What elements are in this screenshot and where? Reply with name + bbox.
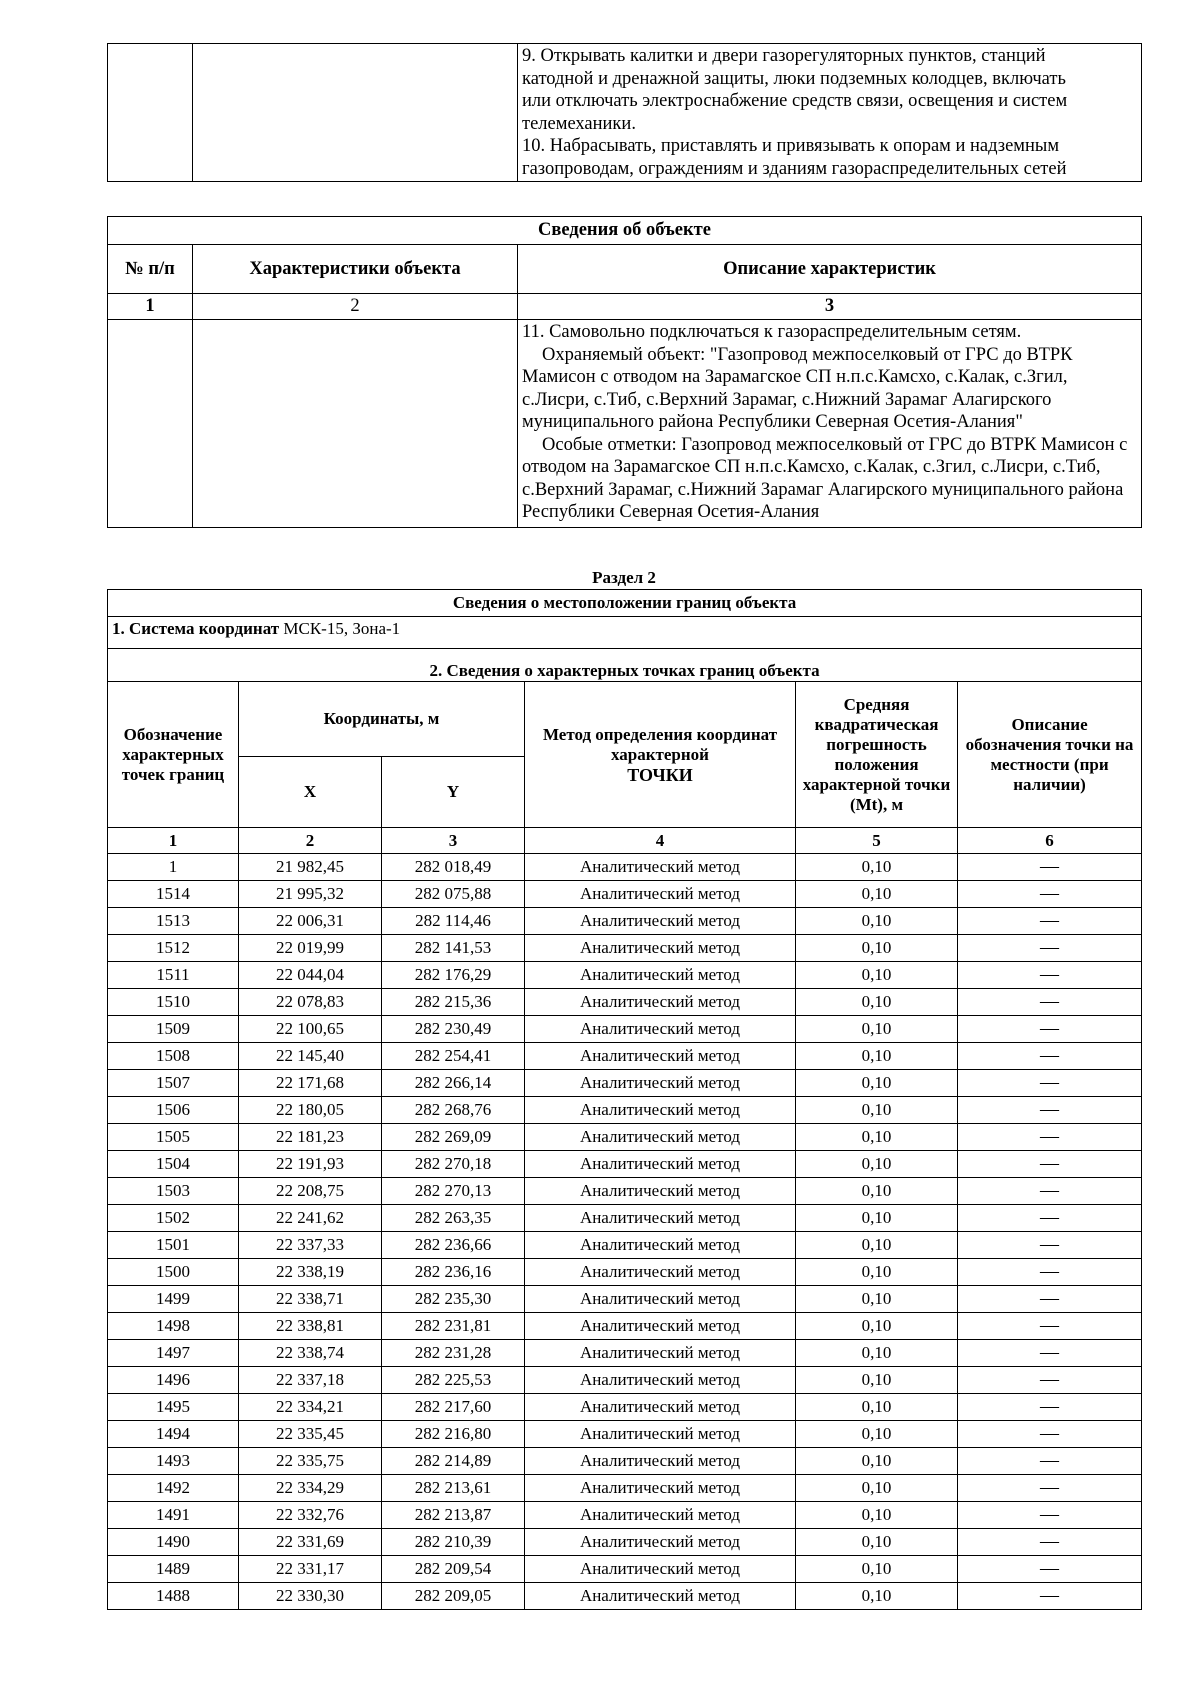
point-error: 0,10 (796, 1421, 958, 1448)
point-error: 0,10 (796, 1502, 958, 1529)
point-y: 282 213,87 (382, 1502, 525, 1529)
point-y: 282 213,61 (382, 1475, 525, 1502)
point-error: 0,10 (796, 989, 958, 1016)
point-id: 1508 (108, 1043, 239, 1070)
table-row (108, 1124, 1142, 1151)
coord-system-row (108, 617, 1142, 649)
point-method: Аналитический метод (525, 1556, 796, 1583)
point-x: 22 335,75 (239, 1448, 382, 1475)
point-id: 1513 (108, 908, 239, 935)
colnum-5: 5 (796, 828, 958, 854)
point-description: — (958, 1286, 1142, 1313)
point-y: 282 231,28 (382, 1340, 525, 1367)
point-id: 1492 (108, 1475, 239, 1502)
point-id: 1512 (108, 935, 239, 962)
object-info-table (107, 216, 1141, 528)
point-method: Аналитический метод (525, 1367, 796, 1394)
point-method: Аналитический метод (525, 1502, 796, 1529)
point-id: 1 (108, 854, 239, 881)
point-method: Аналитический метод (525, 1151, 796, 1178)
table-row (108, 1421, 1142, 1448)
point-error: 0,10 (796, 1448, 958, 1475)
point-y: 282 075,88 (382, 881, 525, 908)
point-description: — (958, 935, 1142, 962)
continuation-row (108, 44, 1142, 182)
point-x: 22 338,19 (239, 1259, 382, 1286)
table-row (108, 1529, 1142, 1556)
point-id: 1511 (108, 962, 239, 989)
point-y: 282 217,60 (382, 1394, 525, 1421)
continuation-text-cell (518, 44, 1142, 182)
point-id: 1503 (108, 1178, 239, 1205)
point-method: Аналитический метод (525, 1205, 796, 1232)
point-y: 282 210,39 (382, 1529, 525, 1556)
point-x: 22 331,69 (239, 1529, 382, 1556)
table-row (108, 935, 1142, 962)
point-x: 22 331,17 (239, 1556, 382, 1583)
point-method: Аналитический метод (525, 935, 796, 962)
point-description: — (958, 1313, 1142, 1340)
point-y: 282 268,76 (382, 1097, 525, 1124)
point-id: 1489 (108, 1556, 239, 1583)
point-id: 1501 (108, 1232, 239, 1259)
point-method: Аналитический метод (525, 1124, 796, 1151)
point-description: — (958, 908, 1142, 935)
point-y: 282 214,89 (382, 1448, 525, 1475)
point-description: — (958, 1475, 1142, 1502)
point-x: 22 100,65 (239, 1016, 382, 1043)
point-id: 1491 (108, 1502, 239, 1529)
table-row (108, 1151, 1142, 1178)
object-info-desc-cell (518, 320, 1142, 528)
point-description: — (958, 1178, 1142, 1205)
continuation-line: 9. Открывать калитки и двери газорегуляторных пунктов, станций (522, 46, 1046, 66)
point-id: 1502 (108, 1205, 239, 1232)
point-error: 0,10 (796, 908, 958, 935)
continuation-line: телемеханики. (522, 113, 636, 134)
point-y: 282 209,05 (382, 1583, 525, 1610)
header-method (525, 682, 796, 828)
point-description: — (958, 1583, 1142, 1610)
point-method: Аналитический метод (525, 1448, 796, 1475)
point-method: Аналитический метод (525, 1259, 796, 1286)
point-id: 1510 (108, 989, 239, 1016)
header-method-text: Метод определения координат характерной (542, 724, 778, 764)
point-y: 282 176,29 (382, 962, 525, 989)
table-row (108, 908, 1142, 935)
point-description: — (958, 1529, 1142, 1556)
table-row (108, 1178, 1142, 1205)
colnum-3: 3 (518, 294, 1142, 320)
header-description: Описание характеристик (518, 245, 1142, 294)
colnum-6: 6 (958, 828, 1142, 854)
object-info-colnum-row (108, 294, 1142, 320)
point-x: 22 078,83 (239, 989, 382, 1016)
colnum-2: 2 (193, 294, 518, 320)
point-y: 282 263,35 (382, 1205, 525, 1232)
point-y: 282 236,66 (382, 1232, 525, 1259)
object-info-title: Сведения об объекте (108, 217, 1142, 245)
point-description: — (958, 1070, 1142, 1097)
point-description: — (958, 1124, 1142, 1151)
point-error: 0,10 (796, 854, 958, 881)
point-x: 22 241,62 (239, 1205, 382, 1232)
point-y: 282 270,18 (382, 1151, 525, 1178)
point-id: 1500 (108, 1259, 239, 1286)
boundary-points-table (107, 589, 1141, 1610)
header-error: Средняя квадратическая погрешность положения характерной точки (Mt), м (796, 682, 958, 828)
point-id: 1499 (108, 1286, 239, 1313)
point-y: 282 209,54 (382, 1556, 525, 1583)
table-row (108, 1583, 1142, 1610)
point-y: 282 269,09 (382, 1124, 525, 1151)
point-error: 0,10 (796, 1394, 958, 1421)
point-x: 22 330,30 (239, 1583, 382, 1610)
colnum-1: 1 (108, 294, 193, 320)
continuation-line: газопроводам, ограждениям и зданиям газораспределительных сетей (522, 158, 1067, 179)
continuation-line: 10. Набрасывать, приставлять и привязывать к опорам и надземным (522, 136, 1060, 156)
point-error: 0,10 (796, 1097, 958, 1124)
header-characteristics: Характеристики объекта (193, 245, 518, 294)
header-description: Описание обозначения точки на местности (при наличии) (958, 682, 1142, 828)
continuation-char-cell (193, 44, 518, 182)
point-y: 282 231,81 (382, 1313, 525, 1340)
header-y: Y (382, 757, 525, 828)
point-id: 1498 (108, 1313, 239, 1340)
points-colnum-row (108, 828, 1142, 854)
point-y: 282 215,36 (382, 989, 525, 1016)
section-2-label: Раздел 2 (592, 568, 656, 587)
colnum-3: 3 (382, 828, 525, 854)
point-method: Аналитический метод (525, 1043, 796, 1070)
point-method: Аналитический метод (525, 1529, 796, 1556)
point-description: — (958, 1448, 1142, 1475)
point-description: — (958, 881, 1142, 908)
point-y: 282 236,16 (382, 1259, 525, 1286)
point-error: 0,10 (796, 1178, 958, 1205)
object-info-body-row (108, 320, 1142, 528)
table-row (108, 1097, 1142, 1124)
point-y: 282 266,14 (382, 1070, 525, 1097)
section-2-title: Сведения о местоположении границ объекта (108, 590, 1142, 617)
restrictions-continuation-table (107, 43, 1141, 182)
point-method: Аналитический метод (525, 1070, 796, 1097)
point-id: 1506 (108, 1097, 239, 1124)
coord-system-cell (108, 617, 1142, 649)
point-x: 21 982,45 (239, 854, 382, 881)
protected-object-text: Охраняемый объект: "Газопровод межпоселковый от ГРС до ВТРК Мамисон с отводом на Зарамагское СП н.п.с.Камсхо, с.Калак, с.Згил, с.Лисри, с.Тиб, с.Верхний Зарамаг, с.Нижний Зарамаг Алагирского муниципального района Республики Северная Осетия-Алания" (522, 344, 1073, 432)
point-description: — (958, 1043, 1142, 1070)
point-error: 0,10 (796, 1205, 958, 1232)
table-row (108, 1259, 1142, 1286)
point-error: 0,10 (796, 1556, 958, 1583)
point-description: — (958, 1232, 1142, 1259)
points-body (108, 854, 1142, 1610)
point-x: 22 145,40 (239, 1043, 382, 1070)
point-description: — (958, 1205, 1142, 1232)
point-x: 22 019,99 (239, 935, 382, 962)
point-error: 0,10 (796, 1475, 958, 1502)
table-row (108, 1232, 1142, 1259)
table-row (108, 1556, 1142, 1583)
table-row (108, 1286, 1142, 1313)
point-description: — (958, 1151, 1142, 1178)
point-x: 22 332,76 (239, 1502, 382, 1529)
point-x: 22 208,75 (239, 1178, 382, 1205)
point-y: 282 235,30 (382, 1286, 525, 1313)
point-error: 0,10 (796, 1070, 958, 1097)
point-error: 0,10 (796, 1016, 958, 1043)
point-method: Аналитический метод (525, 881, 796, 908)
point-description: — (958, 989, 1142, 1016)
point-method: Аналитический метод (525, 1340, 796, 1367)
point-description: — (958, 1259, 1142, 1286)
table-row (108, 1502, 1142, 1529)
table-row (108, 1367, 1142, 1394)
point-description: — (958, 962, 1142, 989)
continuation-num-cell (108, 44, 193, 182)
point-y: 282 254,41 (382, 1043, 525, 1070)
point-description: — (958, 1421, 1142, 1448)
table-row (108, 854, 1142, 881)
table-row (108, 962, 1142, 989)
table-row (108, 1475, 1142, 1502)
continuation-line: или отключать электроснабжение средств связи, освещения и систем (522, 91, 1068, 111)
point-description: — (958, 1016, 1142, 1043)
point-id: 1495 (108, 1394, 239, 1421)
point-id: 1496 (108, 1367, 239, 1394)
point-method: Аналитический метод (525, 1178, 796, 1205)
point-x: 22 338,71 (239, 1286, 382, 1313)
table-row (108, 1313, 1142, 1340)
table-row (108, 1205, 1142, 1232)
point-id: 1494 (108, 1421, 239, 1448)
object-info-title-row (108, 217, 1142, 245)
continuation-line: катодной и дренажной защиты, люки подземных колодцев, включать (522, 68, 1066, 89)
point-id: 1509 (108, 1016, 239, 1043)
point-y: 282 018,49 (382, 854, 525, 881)
point-id: 1490 (108, 1529, 239, 1556)
table-row (108, 1043, 1142, 1070)
point-method: Аналитический метод (525, 1394, 796, 1421)
coord-system-label: 1. Система координат (112, 619, 280, 638)
table-row (108, 989, 1142, 1016)
point-x: 22 180,05 (239, 1097, 382, 1124)
point-x: 22 335,45 (239, 1421, 382, 1448)
point-method: Аналитический метод (525, 1475, 796, 1502)
point-description: — (958, 854, 1142, 881)
point-description: — (958, 1502, 1142, 1529)
special-notes-text: Особые отметки: Газопровод межпоселковый от ГРС до ВТРК Мамисон с отводом на Зарамагское СП н.п.с.Камсхо, с.Калак, с.Згил, с.Лисри, с.Тиб, с.Верхний Зарамаг, с.Нижний Зарамаг Алагирского муниципального района Республики Северная Осетия-Алания (522, 434, 1128, 522)
point-error: 0,10 (796, 962, 958, 989)
points-header-row-1 (108, 682, 1142, 757)
point-method: Аналитический метод (525, 989, 796, 1016)
point-error: 0,10 (796, 1583, 958, 1610)
point-error: 0,10 (796, 1259, 958, 1286)
point-description: — (958, 1394, 1142, 1421)
point-id: 1505 (108, 1124, 239, 1151)
point-id: 1504 (108, 1151, 239, 1178)
table-row (108, 1448, 1142, 1475)
item-11-text: 11. Самовольно подключаться к газораспределительным сетям. (522, 322, 1022, 342)
point-error: 0,10 (796, 1151, 958, 1178)
point-method: Аналитический метод (525, 908, 796, 935)
section-2-title-row (108, 590, 1142, 617)
point-method: Аналитический метод (525, 962, 796, 989)
point-y: 282 270,13 (382, 1178, 525, 1205)
header-designation: Обозначение характерных точек границ (108, 682, 239, 828)
point-method: Аналитический метод (525, 1097, 796, 1124)
point-description: — (958, 1367, 1142, 1394)
colnum-1: 1 (108, 828, 239, 854)
point-y: 282 230,49 (382, 1016, 525, 1043)
point-error: 0,10 (796, 1340, 958, 1367)
table-row (108, 1340, 1142, 1367)
point-x: 22 338,81 (239, 1313, 382, 1340)
point-x: 22 337,33 (239, 1232, 382, 1259)
point-x: 22 181,23 (239, 1124, 382, 1151)
point-description: — (958, 1556, 1142, 1583)
colnum-2: 2 (239, 828, 382, 854)
point-y: 282 216,80 (382, 1421, 525, 1448)
points-title: 2. Сведения о характерных точках границ объекта (108, 649, 1142, 682)
header-coords: Координаты, м (239, 682, 525, 757)
point-y: 282 114,46 (382, 908, 525, 935)
point-x: 22 044,04 (239, 962, 382, 989)
point-method: Аналитический метод (525, 1583, 796, 1610)
point-id: 1507 (108, 1070, 239, 1097)
point-method: Аналитический метод (525, 1286, 796, 1313)
object-info-char-cell (193, 320, 518, 528)
table-row (108, 1394, 1142, 1421)
point-y: 282 141,53 (382, 935, 525, 962)
point-method: Аналитический метод (525, 1232, 796, 1259)
point-error: 0,10 (796, 1367, 958, 1394)
object-info-header-row (108, 245, 1142, 294)
coord-system-value: МСК-15, Зона-1 (283, 619, 401, 638)
point-id: 1497 (108, 1340, 239, 1367)
point-error: 0,10 (796, 881, 958, 908)
point-x: 22 334,21 (239, 1394, 382, 1421)
point-method: Аналитический метод (525, 854, 796, 881)
point-error: 0,10 (796, 935, 958, 962)
object-info-num-cell (108, 320, 193, 528)
point-x: 22 171,68 (239, 1070, 382, 1097)
point-id: 1514 (108, 881, 239, 908)
points-title-row (108, 649, 1142, 682)
point-id: 1488 (108, 1583, 239, 1610)
header-num: № п/п (108, 245, 193, 294)
point-x: 22 006,31 (239, 908, 382, 935)
point-method: Аналитический метод (525, 1421, 796, 1448)
point-description: — (958, 1097, 1142, 1124)
table-row (108, 1070, 1142, 1097)
header-x: X (239, 757, 382, 828)
point-y: 282 225,53 (382, 1367, 525, 1394)
point-error: 0,10 (796, 1313, 958, 1340)
point-x: 21 995,32 (239, 881, 382, 908)
point-method: Аналитический метод (525, 1016, 796, 1043)
point-id: 1493 (108, 1448, 239, 1475)
table-row (108, 881, 1142, 908)
table-row (108, 1016, 1142, 1043)
point-error: 0,10 (796, 1124, 958, 1151)
point-x: 22 191,93 (239, 1151, 382, 1178)
point-x: 22 337,18 (239, 1367, 382, 1394)
point-error: 0,10 (796, 1232, 958, 1259)
point-error: 0,10 (796, 1529, 958, 1556)
colnum-4: 4 (525, 828, 796, 854)
point-x: 22 338,74 (239, 1340, 382, 1367)
point-description: — (958, 1340, 1142, 1367)
point-error: 0,10 (796, 1043, 958, 1070)
point-error: 0,10 (796, 1286, 958, 1313)
point-x: 22 334,29 (239, 1475, 382, 1502)
point-method: Аналитический метод (525, 1313, 796, 1340)
header-method-tail: ТОЧКИ (627, 764, 693, 785)
